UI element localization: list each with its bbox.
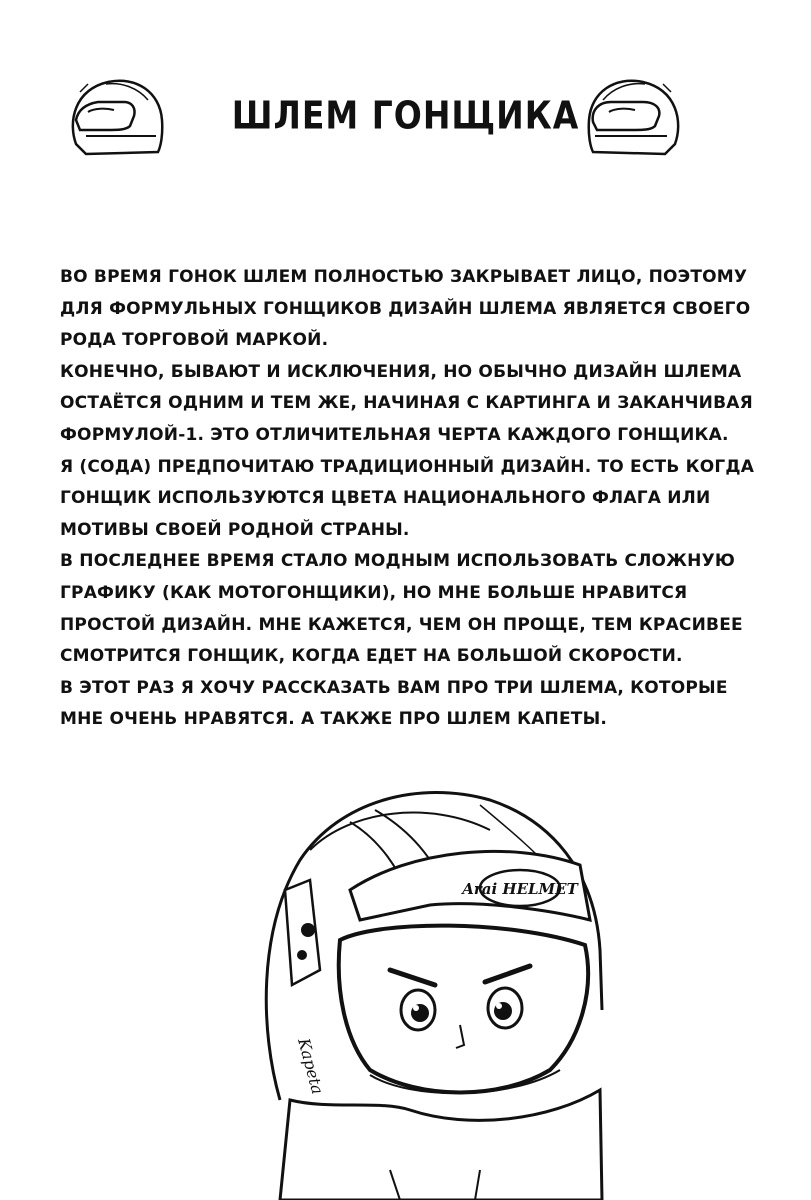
helmet-illustration <box>250 770 620 1200</box>
article-body <box>60 262 760 736</box>
helmet-icon <box>585 72 685 162</box>
paragraph: КОНЕЧНО, БЫВАЮТ И ИСКЛЮЧЕНИЯ, НО ОБЫЧНО ДИЗАЙН ШЛЕМА ОСТАЁТСЯ ОДНИМ И ТЕМ ЖЕ, НАЧИНАЯ С КАРТИНГА И ЗАКАНЧИВАЯ ФОРМУЛОЙ-1. ЭТО ОТЛИЧИТЕЛЬНАЯ ЧЕРТА КАЖДОГО ГОНЩИКА. <box>60 361 753 445</box>
paragraph: В ЭТОТ РАЗ Я ХОЧУ РАССКАЗАТЬ ВАМ ПРО ТРИ ШЛЕМА, КОТОРЫЕ МНЕ ОЧЕНЬ НРАВЯТСЯ. А ТАКЖЕ ПРО ШЛЕМ КАПЕТЫ. <box>60 677 728 730</box>
paragraph: ВО ВРЕМЯ ГОНОК ШЛЕМ ПОЛНОСТЬЮ ЗАКРЫВАЕТ ЛИЦО, ПОЭТОМУ ДЛЯ ФОРМУЛЬНЫХ ГОНЩИКОВ ДИЗАЙН ШЛЕМА ЯВЛЯЕТСЯ СВОЕГО РОДА ТОРГОВОЙ МАРКОЙ. <box>60 267 751 351</box>
paragraph: В ПОСЛЕДНЕЕ ВРЕМЯ СТАЛО МОДНЫМ ИСПОЛЬЗОВАТЬ СЛОЖНУЮ ГРАФИКУ (КАК МОТОГОНЩИКИ), НО МНЕ БОЛЬШЕ НРАВИТСЯ ПРОСТОЙ ДИЗАЙН. МНЕ КАЖЕТСЯ, ЧЕМ ОН ПРОЩЕ, ТЕМ КРАСИВЕЕ СМОТРИТСЯ ГОНЩИК, КОГДА ЕДЕТ НА БОЛЬШОЙ СКОРОСТИ. <box>60 551 743 667</box>
visor-brand: Arai HELMET <box>462 880 578 898</box>
helmet-signature: Kapeta <box>294 1036 328 1097</box>
paragraph: Я (СОДА) ПРЕДПОЧИТАЮ ТРАДИЦИОННЫЙ ДИЗАЙН. ТО ЕСТЬ КОГДА ГОНЩИК ИСПОЛЬЗУЮТСЯ ЦВЕТА НАЦИОНАЛЬНОГО ФЛАГА ИЛИ МОТИВЫ СВОЕЙ РОДНОЙ СТРАНЫ. <box>60 456 755 540</box>
page-title: ШЛЕМ ГОНЩИКА <box>231 93 580 138</box>
